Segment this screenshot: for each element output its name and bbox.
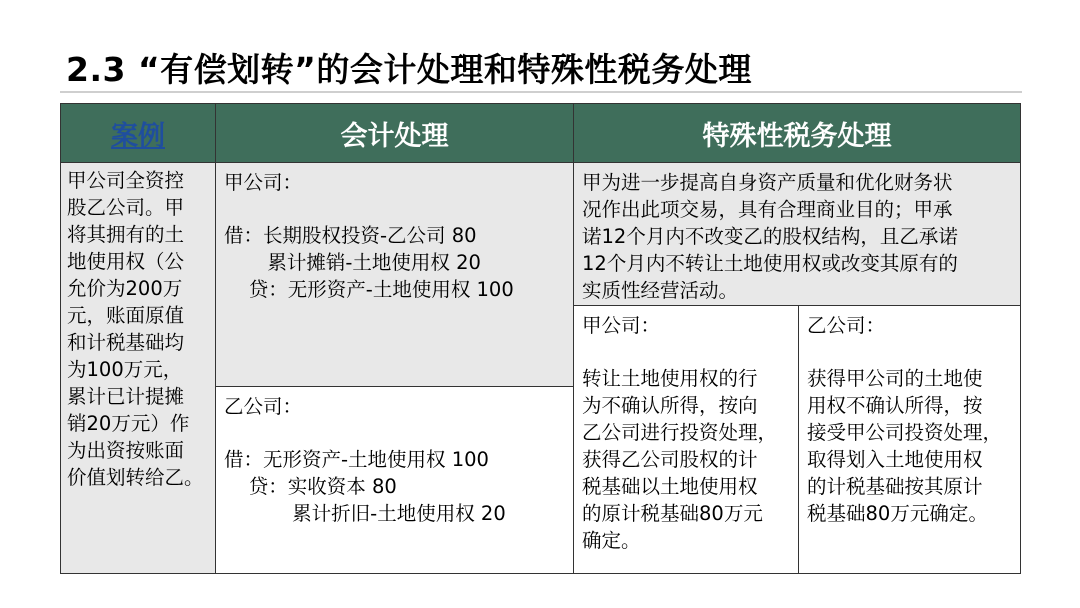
- journal-line: 累计摊销-土地使用权 20: [224, 251, 481, 274]
- tax-company-b-line: 取得划入土地使用权: [807, 448, 983, 471]
- header-case: [60, 103, 216, 163]
- case-text-line: 地使用权（公: [67, 250, 185, 273]
- tax-company-a-line: 确定。: [582, 529, 641, 552]
- accounting-company-b-label: 乙公司：: [224, 395, 303, 418]
- case-text-line: 为出资按账面: [67, 439, 185, 462]
- tax-company-a-line: 乙公司进行投资处理，: [582, 421, 778, 444]
- tax-company-b-line: 的计税基础按其原计: [807, 475, 983, 498]
- case-text-line: 股乙公司。甲: [67, 196, 185, 219]
- page-title: 2.3 “有偿划转”的会计处理和特殊性税务处理: [66, 50, 752, 89]
- tax-company-a-line: 的原计税基础80万元: [582, 502, 763, 525]
- tax-company-a-line: 税基础以土地使用权: [582, 475, 758, 498]
- case-text-line: 为100万元，: [67, 358, 183, 381]
- tax-intro-line: 12个月内不转让土地使用权或改变其原有的: [582, 252, 958, 275]
- tax-intro-line: 甲为进一步提高自身资产质量和优化财务状: [582, 171, 953, 194]
- tax-company-a-line: 转让土地使用权的行: [582, 367, 758, 390]
- case-text-line: 价值划转给乙。: [67, 466, 204, 489]
- tax-company-b-line: 获得甲公司的土地使: [807, 367, 983, 390]
- case-text-line: 将其拥有的土: [67, 223, 185, 246]
- case-text-line: 甲公司全资控: [67, 169, 185, 192]
- tax-company-a-cell: [573, 305, 799, 574]
- case-link[interactable]: 案例: [111, 120, 165, 152]
- tax-intro-line: 况作出此项交易，具有合理商业目的；甲承: [582, 198, 953, 221]
- tax-company-a-text: [582, 365, 790, 554]
- case-text-line: 和计税基础均: [67, 331, 185, 354]
- accounting-company-a-label: 甲公司：: [224, 171, 303, 194]
- case-cell: [60, 162, 216, 574]
- tax-company-a-line: 获得乙公司股权的计: [582, 448, 758, 471]
- tax-company-b-label: 乙公司：: [807, 314, 886, 337]
- accounting-company-b-cell: [215, 386, 574, 574]
- tax-company-b-line: 用权不确认所得，按: [807, 394, 983, 417]
- journal-line: 借：无形资产-土地使用权 100: [224, 448, 489, 471]
- case-text: [67, 167, 209, 491]
- tax-intro-cell: [573, 162, 1021, 306]
- tax-company-a-line: 为不确认所得，按向: [582, 394, 758, 417]
- journal-line: 累计折旧-土地使用权 20: [224, 502, 506, 525]
- header-accounting: 会计处理: [215, 103, 574, 163]
- journal-line: 借：长期股权投资-乙公司 80: [224, 224, 477, 247]
- accounting-company-a-cell: [215, 162, 574, 387]
- tax-company-b-line: 税基础80万元确定。: [807, 502, 988, 525]
- tax-intro-line: 实质性经营活动。: [582, 279, 739, 302]
- tax-intro-text: [582, 169, 1012, 304]
- journal-line: 贷：无形资产-土地使用权 100: [224, 278, 514, 301]
- tax-company-b-text: [807, 365, 1012, 527]
- title-divider: [60, 91, 1022, 93]
- tax-company-a-label: 甲公司：: [582, 314, 661, 337]
- tax-company-b-line: 接受甲公司投资处理，: [807, 421, 1003, 444]
- tax-intro-line: 诺12个月内不改变乙的股权结构，且乙承诺: [582, 225, 958, 248]
- case-text-line: 销20万元）作: [67, 412, 190, 435]
- case-text-line: 元，账面原值: [67, 304, 185, 327]
- journal-line: 贷：实收资本 80: [224, 475, 397, 498]
- header-tax: 特殊性税务处理: [573, 103, 1021, 163]
- tax-company-b-cell: [798, 305, 1021, 574]
- case-text-line: 累计已计提摊: [67, 385, 185, 408]
- case-text-line: 允价为200万: [67, 277, 183, 300]
